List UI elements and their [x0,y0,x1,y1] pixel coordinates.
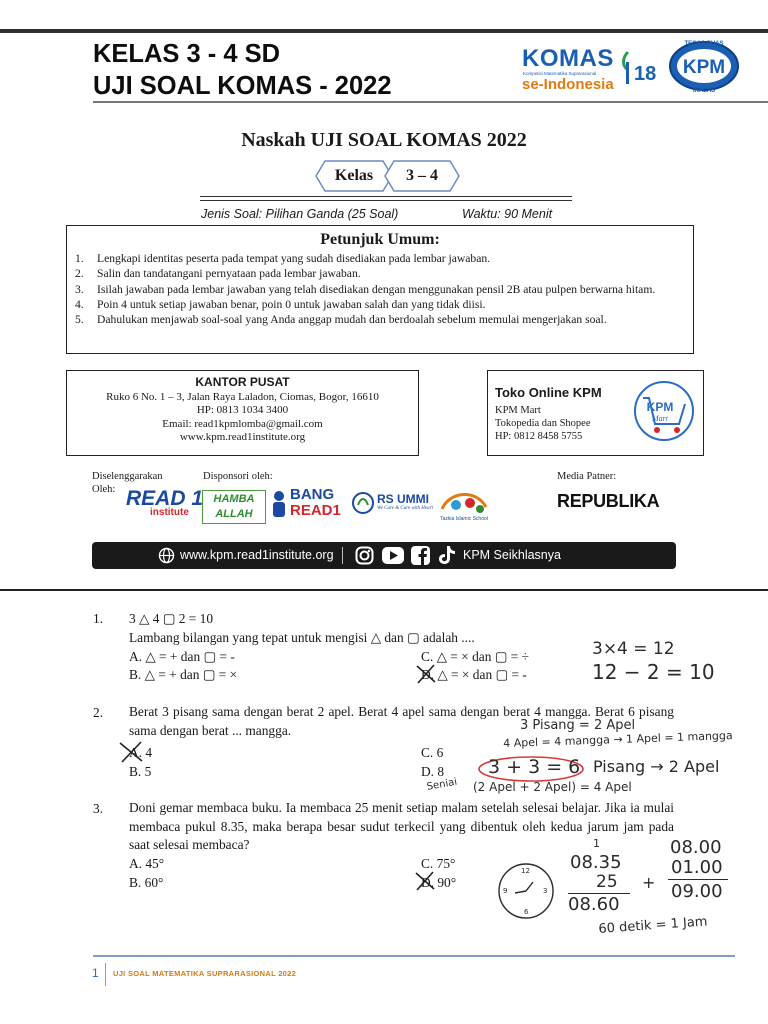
handwriting-q3-sum-line [668,879,728,880]
cart-wheel-icon [674,427,680,433]
question-3-option-d: D. 90° [421,875,457,890]
tiktok-icon[interactable] [437,545,456,565]
kelas-label: Kelas [334,167,374,184]
social-website-link[interactable]: www.kpm.read1institute.org [180,548,334,562]
handwriting-q3-e: 01.00 [671,857,723,878]
bang-read1-figure-icon [268,489,290,519]
hamba-allah-logo [202,490,266,524]
question-1-option-c: C. △ = × dan ▢ = ÷ [421,649,530,664]
facebook-icon[interactable] [411,546,430,565]
komas-logo-region: se-Indonesia [522,76,614,93]
petunjuk-item-num: 4. [75,297,84,311]
toko-title: Toko Online KPM [495,385,602,400]
instagram-icon[interactable] [355,546,374,565]
toko-line1: KPM Mart [495,405,541,416]
disponsori-label: Disponsori oleh: [203,471,273,482]
handwriting-q3-f: 09.00 [671,881,723,902]
question-2-text: Berat 3 pisang sama dengan berat 2 apel. Berat 4 apel sama dengan berat 4 mangga. Berat 6 pisang sama dengan berat ... mangga. [129,704,674,738]
republika-logo: REPUBLIKA [557,491,660,511]
question-3-option-b: B. 60° [129,875,164,890]
clock-hand [515,891,526,893]
handwriting-q2-line1: 3 Pisang = 2 Apel [520,718,636,733]
handwriting-q2-line3: 3 + 3 = 6 [488,756,581,778]
petunjuk-box [66,225,694,354]
kpm-mart-text: KPM [646,400,674,414]
handwriting-q1-line1: 3×4 = 12 [592,639,675,659]
kpm-logo-bottom-text: IKHLAS [692,88,716,94]
question-3-option-a: A. 45° [129,856,165,871]
question-2-number: 2. [93,705,104,720]
bang-text: BANG [290,486,335,503]
footer-divider [105,963,106,986]
toko-hp: HP: 0812 8458 5755 [495,431,583,442]
question-1-option-a: A. △ = + dan ▢ = - [129,649,235,664]
read1-text: READ1 [290,502,341,519]
komas-logo-subtitle: Kompetisi Matematika Suprarasional [523,71,597,76]
header-rule [93,101,768,103]
header-top-bar [0,29,768,33]
header-title-line2: UJI SOAL KOMAS - 2022 [93,72,392,100]
footer-rule [93,955,735,957]
tazkia-dot-icon [451,500,461,510]
clock-6: 6 [524,908,529,916]
clock-sketch-icon [495,860,557,922]
rs-ummi-logo: RS UMMI [377,492,429,506]
naskah-title: Naskah UJI SOAL KOMAS 2022 [241,129,527,151]
handwriting-q3-d: 08.00 [670,837,722,858]
petunjuk-item-text: Poin 4 untuk setiap jawaban benar, poin 0 untuk jawaban salah dan yang tidak diisi. [97,297,486,311]
clock-9: 9 [503,887,508,895]
tazkia-dot-icon [465,498,475,508]
petunjuk-item-text: Salin dan tandatangani pernyataan pada lembar jawaban. [97,267,361,281]
petunjuk-item-num: 5. [75,313,84,327]
petunjuk-item-num: 2. [75,267,84,281]
question-2-option-a: A. 4 [129,745,153,760]
allah-text: ALLAH [215,508,253,520]
question-1-equation: 3 △ 4 ▢ 2 = 10 [129,611,214,626]
handwriting-q3-b: 25 [596,872,618,892]
footer-page-number: 1 [92,966,99,980]
youtube-icon[interactable] [382,547,404,564]
handwriting-q3-carry: 1 [593,837,600,850]
handwriting-q3-a: 08.35 [570,852,622,873]
clock-12: 12 [521,867,530,875]
kantor-website[interactable]: www.kpm.read1institute.org [179,431,306,443]
komas-18-logo [614,44,657,90]
handwriting-q2-line4: (2 Apel + 2 Apel) = 4 Apel [473,780,632,794]
cart-wheel-icon [654,427,660,433]
petunjuk-title: Petunjuk Umum: [320,231,440,248]
petunjuk-item-num: 3. [75,282,84,296]
question-1-option-b: B. △ = + dan ▢ = × [129,667,238,682]
toko-online-box [487,370,704,456]
clock-3: 3 [543,887,548,895]
hamba-text: HAMBA [213,493,255,505]
kpm-logo-top-text: TEGAS PUAS [684,41,724,47]
petunjuk-item-num: 1. [75,252,84,265]
handwriting-q3-plus: + [642,873,656,892]
petunjuk-item [75,312,687,327]
rs-ummi-tagline: We Care & Cure with Heart [377,506,433,511]
palm-trunk-icon [626,62,629,84]
tazkia-logo [436,487,492,523]
answer-cross-mark [117,739,145,765]
question-1-option-d: D. △ = × dan ▢ = - [421,667,527,682]
social-divider [342,547,343,564]
header-title-line1: KELAS 3 - 4 SD [93,40,281,68]
kelas-value-badge [384,160,460,192]
social-handle[interactable]: KPM Seikhlasnya [463,548,561,562]
handwriting-q3-g: 60 detik = 1 Jam [598,914,708,937]
petunjuk-item-text: Lengkapi identitas peserta pada tempat yang sudah disediakan pada lembar jawaban. [97,252,491,265]
kantor-address: Ruko 6 No. 1 – 3, Jalan Raya Laladon, Ciomas, Bogor, 16610 [106,390,379,403]
petunjuk-list [75,251,687,327]
jenis-rule-bottom [200,200,572,201]
kantor-title: KANTOR PUSAT [195,375,290,389]
handwriting-q2-pisang: Pisang → 2 Apel [593,757,720,776]
kelas-label-badge [315,160,393,192]
jenis-rule-top [200,196,572,197]
waktu: Waktu: 90 Menit [462,207,553,221]
jenis-soal: Jenis Soal: Pilihan Ganda (25 Soal) [201,207,399,221]
komas-18-text: 18 [634,63,657,85]
toko-line2: Tokopedia dan Shopee [495,418,591,429]
question-2-option-b: B. 5 [129,764,152,779]
kpm-mart-sub: Mart [652,414,668,423]
question-2-option-c: C. 6 [421,745,444,760]
rs-ummi-icon [351,491,375,515]
question-3-option-c: C. 75° [421,856,456,871]
diselenggarakan-text: Diselenggarakan [92,471,163,482]
bang-read1-logo [290,487,341,519]
kelas-value: 3 – 4 [406,167,438,184]
handwriting-q1-line2: 12 − 2 = 10 [592,660,715,684]
media-partner-label: Media Patner: [557,471,617,482]
section-separator [0,589,768,591]
header-title [93,38,392,102]
petunjuk-item-text: Isilah jawaban pada lembar jawaban yang telah disediakan dengan menggunakan pensil 2B atau pulpen berwarna hitam. [97,282,656,296]
tazkia-text: Tazkia Islamic School [440,516,488,522]
globe-icon [158,547,175,564]
petunjuk-item [75,266,687,281]
kantor-email[interactable]: Email: read1kpmlomba@gmail.com [162,417,323,430]
kpm-logo [664,36,744,94]
komas-logo-text: KOMAS [522,45,614,72]
question-3-text: Doni gemar membaca buku. Ia membaca 25 menit setiap malam setelah selesai belajar. Jika ia mulai membaca pukul 8.35, maka berapa besar sudut terkecil yang dibentuk oleh kedua jarum jam pada saat selesai membaca? [129,800,674,853]
question-1-prompt: Lambang bilangan yang tepat untuk mengisi △ dan ▢ adalah .... [129,630,475,645]
oleh-text: Oleh: [92,484,116,495]
handwriting-q2-line2: 4 Apel = 4 mangga → 1 Apel = 1 mangga [503,728,733,750]
clock-hand [526,882,533,891]
handwriting-q3-c: 08.60 [568,894,620,915]
kantor-pusat-box [66,370,419,456]
handwriting-q2-seniai: Seniai [426,776,458,793]
question-2-option-d: D. 8 [421,764,445,779]
read1-logo-sub: institute [150,507,189,518]
kpm-logo-text: KPM [682,57,726,78]
petunjuk-item [75,282,687,297]
kpm-mart-logo [633,380,695,442]
footer-text: UJI SOAL MATEMATIKA SUPRARASIONAL 2022 [113,969,297,978]
petunjuk-item [75,251,687,266]
read1-logo: READ 1 [126,487,204,510]
tazkia-dot-icon [476,505,484,513]
question-1-number: 1. [93,611,104,626]
answer-cross-mark [413,869,437,893]
answer-cross-mark [414,662,438,686]
question-3-number: 3. [93,801,104,816]
kantor-hp: HP: 0813 1034 3400 [196,404,289,416]
petunjuk-item-text: Dahulukan menjawab soal-soal yang Anda anggap mudah dan berdoalah sebelum memulai mengerjakan soal. [97,313,607,327]
petunjuk-item [75,297,687,312]
